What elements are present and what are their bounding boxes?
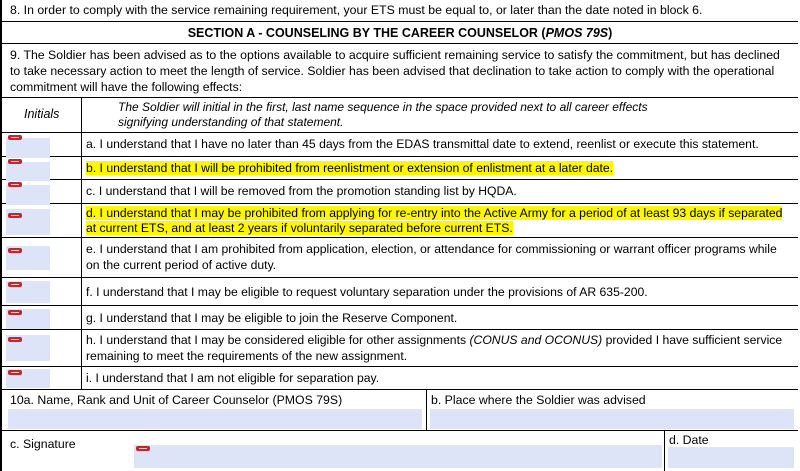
item-i-row <box>2 367 798 390</box>
item-d-row <box>2 204 798 238</box>
block-8-row <box>2 0 798 22</box>
item-e-row <box>2 238 798 278</box>
item-h-text: h. I understand that I may be considered eligible for other assignments (CONUS and OCONUS) provided I have sufficient service remaining to meet the requirements of the new assignment. <box>86 333 783 363</box>
divider <box>426 390 427 430</box>
required-flag-icon <box>8 135 22 140</box>
section-a-title: SECTION A - COUNSELING BY THE CAREER COUNSELOR (PMOS 79S) <box>187 26 613 40</box>
block-8-text: 8. In order to comply with the service remaining requirement, your ETS must be equal to, or later than the date noted in block 6. <box>10 3 703 17</box>
counselor-name-field[interactable] <box>8 409 422 429</box>
block-9-text: 9. The Soldier has been advised as to the options available to acquire sufficient remaining service to satisfy the commitment, but has declined to take necessary action to meet the length of service. Soldier has been advised that declination to take action to comply with the operational commitment will have the following effects: <box>10 48 780 94</box>
initials-cell-h <box>2 330 82 366</box>
initials-field-a[interactable] <box>6 138 50 158</box>
item-a-text: a. I understand that I have no later than 45 days from the EDAS transmittal date to extend, reenlist or execute this statement. <box>86 137 759 151</box>
block-9-row <box>2 44 798 98</box>
item-c-row <box>2 180 798 204</box>
item-d-highlight: d. I understand that I may be prohibited from applying for re-entry into the Active Army for a period of at least 93 days if separated at current ETS, and at least 2 years if voluntarily separated before current ETS. <box>86 206 783 235</box>
initials-header-cell <box>2 98 82 132</box>
required-flag-icon <box>8 159 22 164</box>
initials-cell-b <box>2 157 82 179</box>
initials-header: Initials <box>24 107 60 121</box>
initials-cell-d <box>2 204 82 237</box>
divider <box>664 431 665 471</box>
item-f-text: f. I understand that I may be eligible to request voluntary separation under the provisions of AR 635-200. <box>86 285 648 299</box>
item-b-row <box>2 157 798 180</box>
place-advised-field[interactable] <box>430 409 794 429</box>
initials-header-row <box>2 98 798 133</box>
item-e-text: e. I understand that I am prohibited from application, election, or attendance for commissioning or warrant officer programs while on the current period of active duty. <box>86 242 777 272</box>
instruction-text: The Soldier will initial in the first, last name sequence in the space provided next to all career effects signifying understanding of that statement. <box>118 100 648 129</box>
section-a-header <box>2 22 798 44</box>
required-flag-icon <box>8 337 22 342</box>
item-c-text: c. I understand that I will be removed from the promotion standing list by HQDA. <box>86 184 517 198</box>
date-field[interactable] <box>668 447 794 468</box>
item-i-text: i. I understand that I am not eligible for separation pay. <box>86 371 380 385</box>
required-flag-icon <box>8 213 22 218</box>
item-h-row <box>2 330 798 367</box>
initials-cell-g <box>2 306 82 329</box>
item-g-row <box>2 306 798 330</box>
initials-cell-c <box>2 180 82 203</box>
initials-field-b[interactable] <box>6 162 50 181</box>
item-b-text <box>86 161 792 176</box>
block-10c-row <box>2 431 798 471</box>
initials-field-c[interactable] <box>6 185 50 205</box>
signature-field[interactable] <box>134 445 662 468</box>
block-10-row <box>2 390 798 431</box>
required-flag-icon <box>8 182 22 187</box>
required-flag-icon <box>8 248 22 253</box>
block-10a-label: 10a. Name, Rank and Unit of Career Counselor (PMOS 79S) <box>10 393 343 407</box>
block-10b-label: b. Place where the Soldier was advised <box>431 393 646 407</box>
required-flag-icon <box>136 446 150 451</box>
block-10d-label: d. Date <box>669 433 709 447</box>
initials-cell-i <box>2 367 82 389</box>
initials-cell-f <box>2 278 82 305</box>
item-b-highlight: b. I understand that I will be prohibited from reenlistment or extension of enlistment at a later date. <box>86 161 614 175</box>
initials-cell-a <box>2 133 82 156</box>
required-flag-icon <box>8 282 22 287</box>
required-flag-icon <box>8 310 22 315</box>
item-a-row <box>2 133 798 157</box>
item-g-text: g. I understand that I may be eligible to join the Reserve Component. <box>86 311 458 325</box>
initials-cell-e <box>2 238 82 277</box>
item-f-row <box>2 278 798 306</box>
required-flag-icon <box>8 370 22 375</box>
block-10c-label: c. Signature <box>10 437 76 451</box>
item-d-text <box>86 206 792 236</box>
